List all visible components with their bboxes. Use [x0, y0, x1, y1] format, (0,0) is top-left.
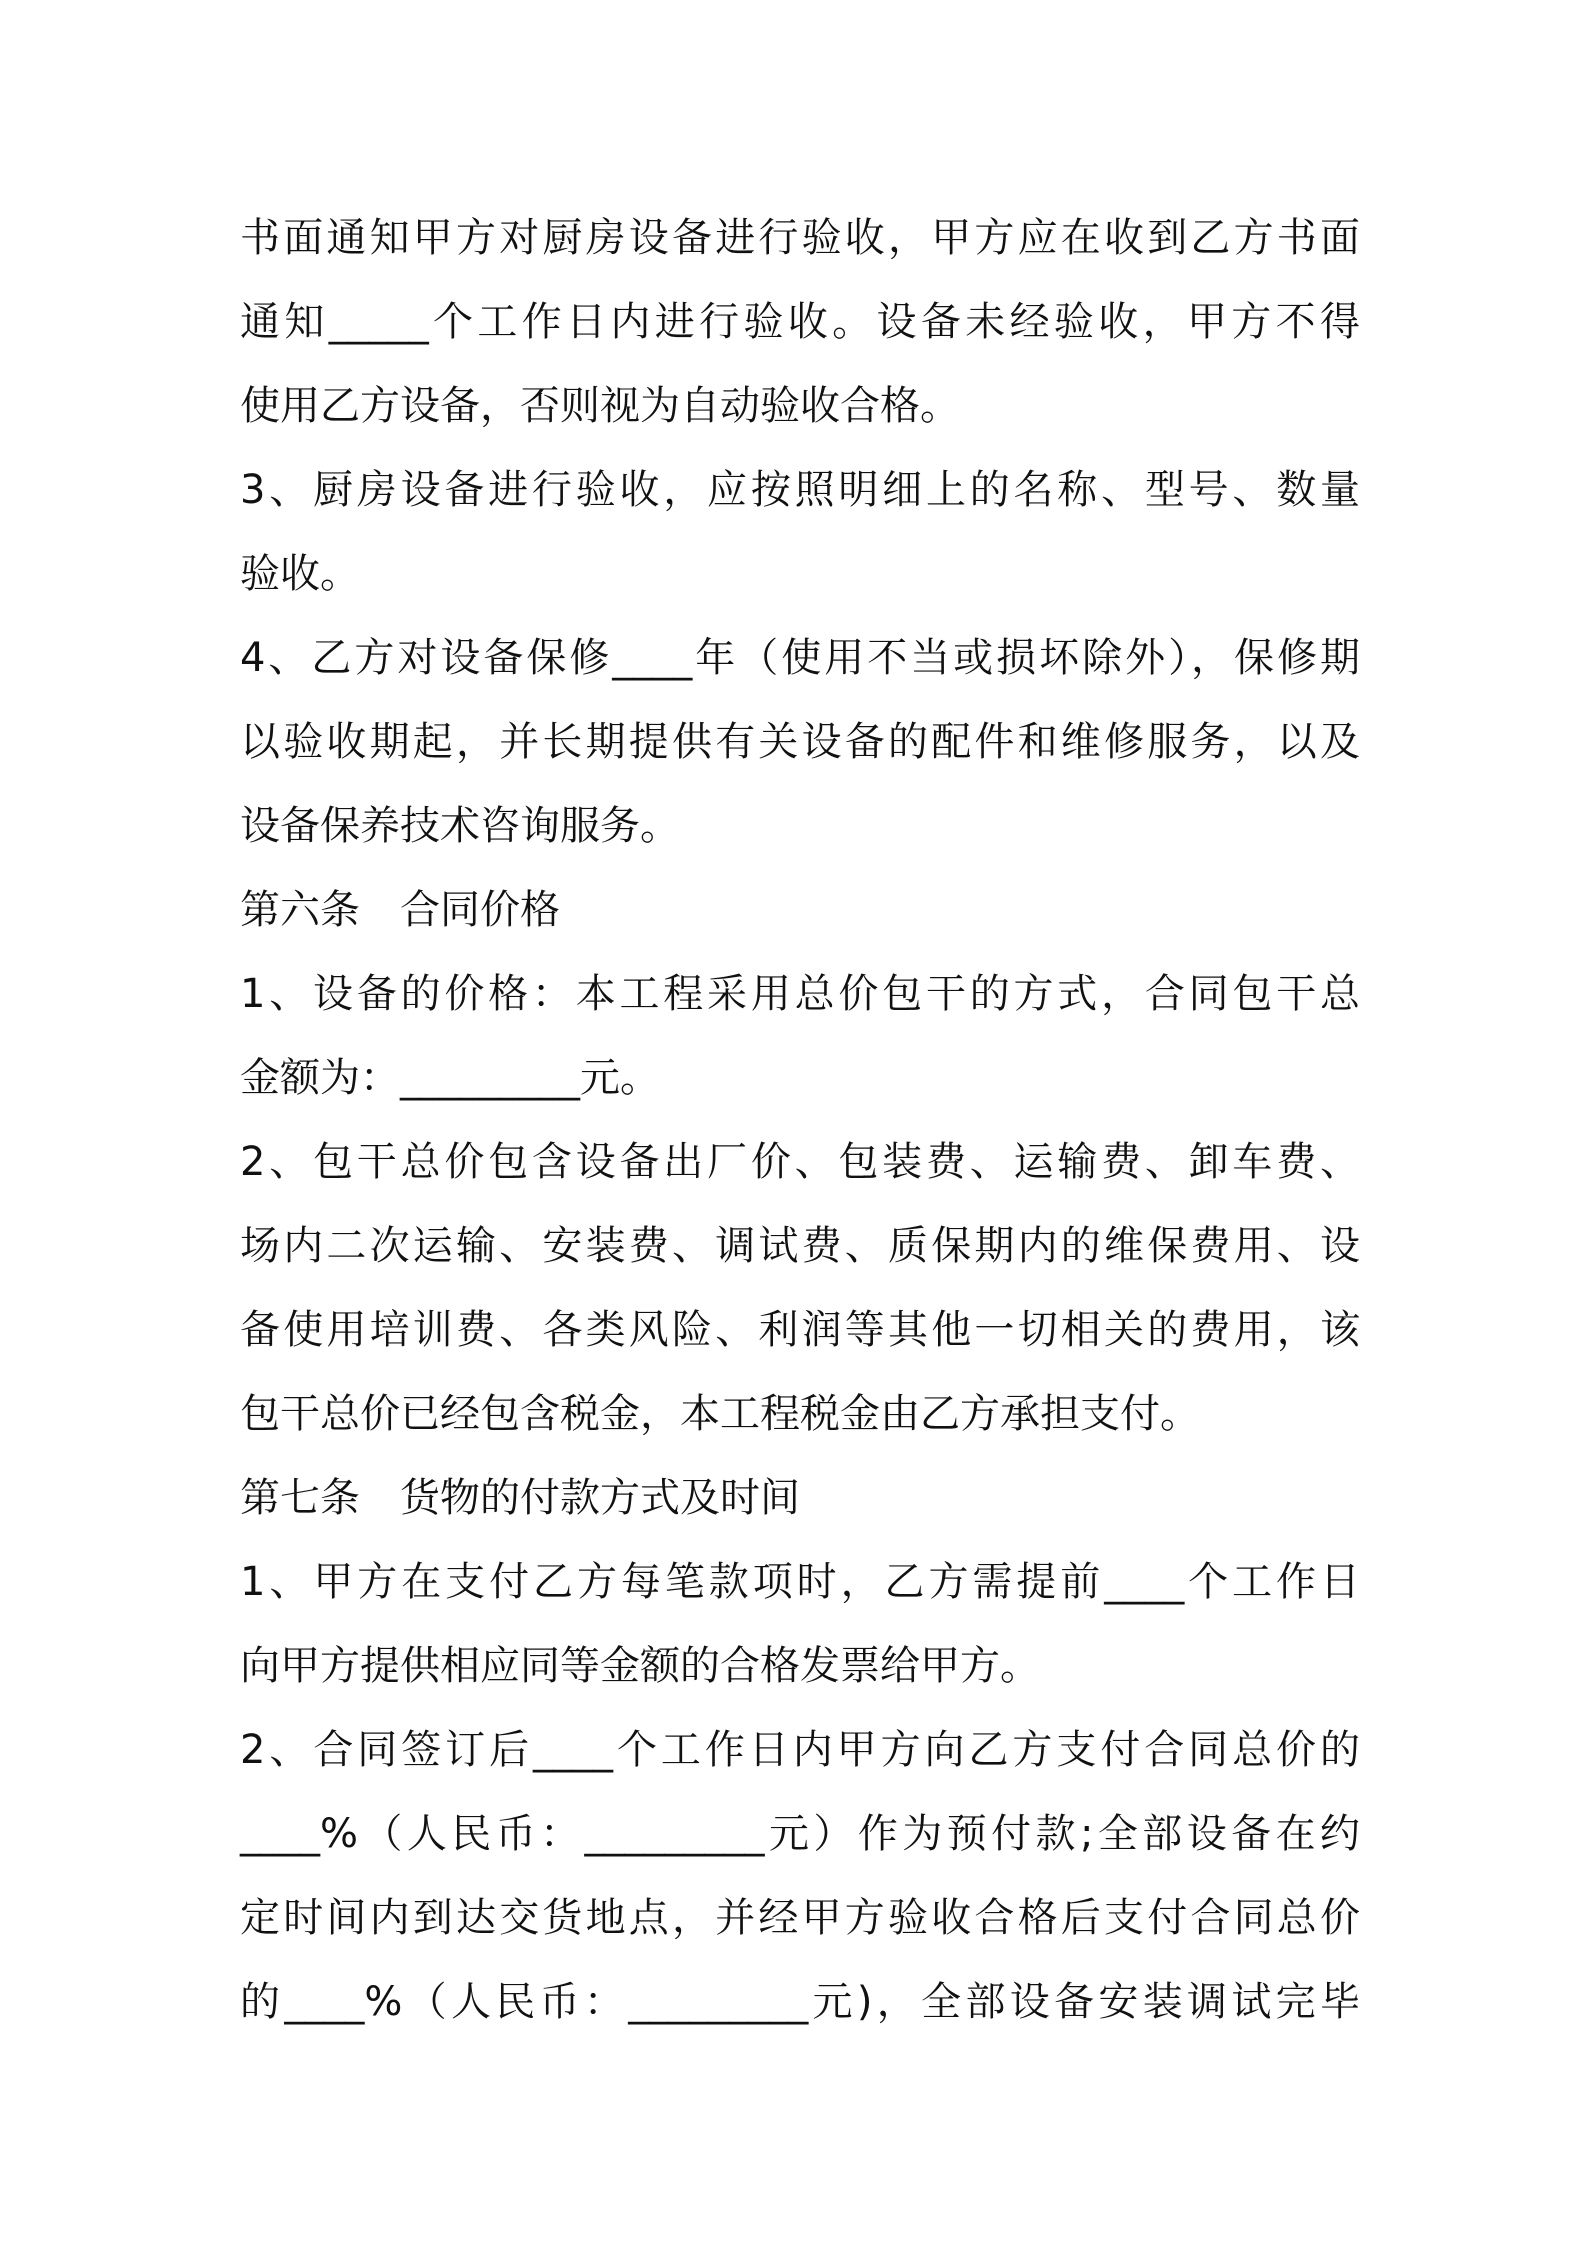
- article-7-clause-2-line-4: 的____%（人民币：_________元)，全部设备安装调试完毕: [240, 1979, 1360, 2025]
- article-6-clause-2-line-3: 备使用培训费、各类风险、利润等其他一切相关的费用，该: [240, 1307, 1360, 1353]
- article-6-clause-1-line-1: 1、设备的价格：本工程采用总价包干的方式，合同包干总: [240, 971, 1360, 1017]
- article-7-clause-2-line-1: 2、合同签订后____个工作日内甲方向乙方支付合同总价的: [240, 1727, 1360, 1773]
- document-body: [240, 196, 1360, 2044]
- article-7-heading: 第七条 货物的付款方式及时间: [240, 1475, 800, 1521]
- clause-4-line-1: 4、乙方对设备保修____年（使用不当或损坏除外），保修期: [240, 635, 1360, 681]
- article-6-clause-2-line-2: 场内二次运输、安装费、调试费、质保期内的维保费用、设: [240, 1223, 1360, 1269]
- article-6-heading: 第六条 合同价格: [240, 887, 560, 933]
- article-7-clause-2-line-2: ____%（人民币：_________元）作为预付款;全部设备在约: [240, 1811, 1360, 1857]
- clause-4-line-2: 以验收期起，并长期提供有关设备的配件和维修服务，以及: [240, 719, 1360, 765]
- text-line-2: 通知_____个工作日内进行验收。设备未经验收，甲方不得: [240, 299, 1360, 345]
- clause-3-line-1: 3、厨房设备进行验收，应按照明细上的名称、型号、数量: [240, 467, 1360, 513]
- article-7-clause-2-line-3: 定时间内到达交货地点，并经甲方验收合格后支付合同总价: [240, 1895, 1360, 1941]
- article-7-clause-1-line-1: 1、甲方在支付乙方每笔款项时，乙方需提前____个工作日: [240, 1559, 1360, 1605]
- text-line-3: 使用乙方设备，否则视为自动验收合格。: [240, 383, 960, 429]
- article-6-clause-1-line-2: 金额为：_________元。: [240, 1055, 660, 1101]
- article-6-clause-2-line-4: 包干总价已经包含税金，本工程税金由乙方承担支付。: [240, 1391, 1200, 1437]
- article-7-clause-1-line-2: 向甲方提供相应同等金额的合格发票给甲方。: [240, 1643, 1040, 1689]
- text-line-1: 书面通知甲方对厨房设备进行验收，甲方应在收到乙方书面: [240, 215, 1360, 261]
- article-6-clause-2-line-1: 2、包干总价包含设备出厂价、包装费、运输费、卸车费、: [240, 1139, 1360, 1185]
- clause-3-line-2: 验收。: [240, 551, 360, 597]
- clause-4-line-3: 设备保养技术咨询服务。: [240, 803, 680, 849]
